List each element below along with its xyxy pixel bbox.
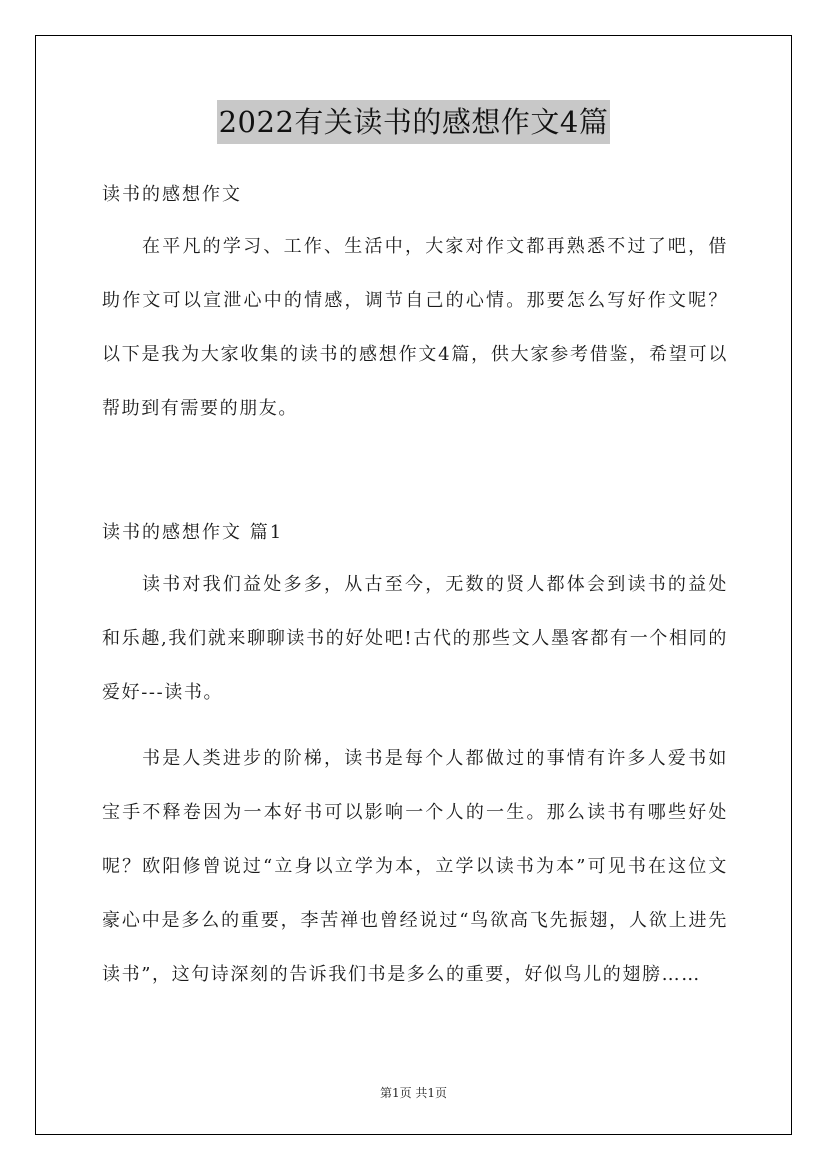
body-paragraph-2: 书是人类进步的阶梯，读书是每个人都做过的事情有许多人爱书如宝手不释卷因为一本好书可以影响一个人的一生。那么读书有哪些好处呢？欧阳修曾说过“立身以立学为本，立学以读书为本”可见书在这位文豪心中是多么的重要，李苦禅也曾经说过“鸟欲高飞先振翅，人欲上进先读书”，这句诗深刻的告诉我们书是多么的重要，好似鸟儿的翅膀…… [102,748,728,985]
section-heading: 读书的感想作文 [102,184,242,205]
body-paragraph-1: 读书对我们益处多多，从古至今，无数的贤人都体会到读书的益处和乐趣,我们就来聊聊读书的好处吧!古代的那些文人墨客都有一个相同的爱好---读书。 [102,574,728,703]
document-title: 2022有关读书的感想作文4篇 [217,100,611,144]
intro-paragraph: 在平凡的学习、工作、生活中，大家对作文都再熟悉不过了吧，借助作文可以宣泄心中的情感，调节自己的心情。那要怎么写好作文呢？以下是我为大家收集的读书的感想作文4篇，供大家参考借鉴，希望可以帮助到有需要的朋友。 [102,236,728,419]
page-footer: 第1页 共1页 [379,1086,448,1100]
document-body [102,170,728,1002]
paragraph-gap [102,720,728,732]
title-container [0,100,827,144]
section-gap [102,436,728,508]
article-heading: 读书的感想作文 篇1 [102,522,284,543]
